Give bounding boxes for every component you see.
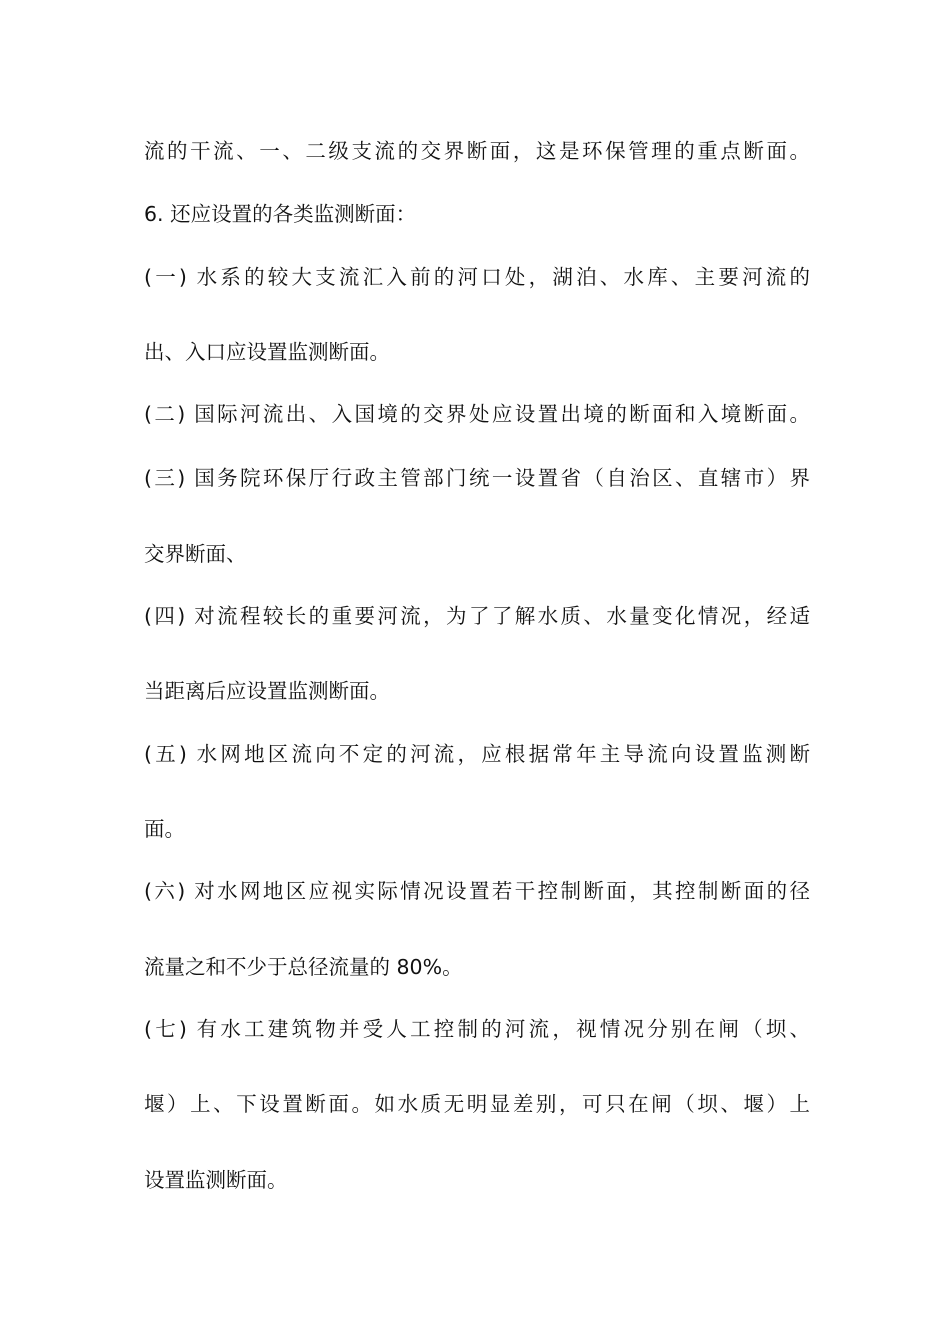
text-line: 流的干流、一、二级支流的交界断面，这是环保管理的重点断面。 [144, 139, 810, 163]
section-heading: 6. 还应设置的各类监测断面： [144, 202, 417, 226]
text-line: (三) 国务院环保厅行政主管部门统一设置省（自治区、直辖市）界 [144, 466, 810, 490]
text-line: (二) 国际河流出、入国境的交界处应设置出境的断面和入境断面。 [144, 402, 810, 426]
text-line: (一) 水系的较大支流汇入前的河口处，湖泊、水库、主要河流的 [144, 265, 810, 289]
text-line: 出、入口应设置监测断面。 [144, 340, 390, 364]
text-line: (四) 对流程较长的重要河流，为了了解水质、水量变化情况，经适 [144, 604, 810, 628]
text-line: 交界断面、 [144, 542, 247, 566]
text-line: (七) 有水工建筑物并受人工控制的河流，视情况分别在闸（坝、 [144, 1017, 810, 1041]
text-line: (五) 水网地区流向不定的河流，应根据常年主导流向设置监测断 [144, 742, 810, 766]
text-line: 设置监测断面。 [144, 1168, 288, 1192]
text-line: (六) 对水网地区应视实际情况设置若干控制断面，其控制断面的径 [144, 879, 810, 903]
text-line: 当距离后应设置监测断面。 [144, 679, 390, 703]
text-line: 堰）上、下设置断面。如水质无明显差别，可只在闸（坝、堰）上 [144, 1092, 810, 1116]
text-line: 面。 [144, 817, 185, 841]
text-line: 流量之和不少于总径流量的 80%。 [144, 955, 463, 979]
